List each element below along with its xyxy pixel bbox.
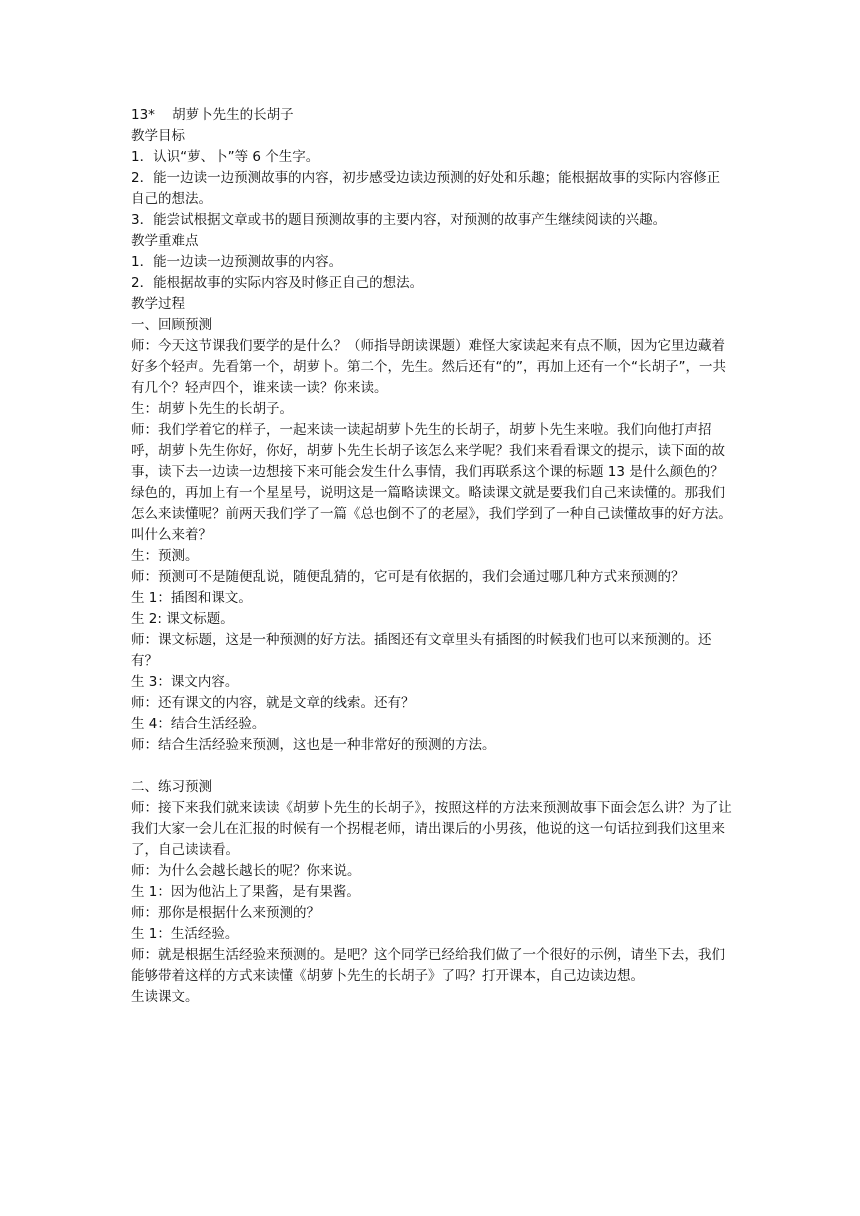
blank-line xyxy=(131,756,733,777)
goal-item-3: 3．能尝试根据文章或书的题目预测故事的主要内容，对预测的故事产生继续阅读的兴趣。 xyxy=(131,212,667,228)
section-heading-practice: 二、练习预测 xyxy=(131,779,212,795)
heading-teaching-process: 教学过程 xyxy=(131,296,185,312)
dialogue-paragraph: 生：胡萝卜先生的长胡子。 xyxy=(131,401,293,417)
dialogue-paragraph: 师：还有课文的内容，就是文章的线索。还有？ xyxy=(131,695,415,711)
section-heading-review: 一、回顾预测 xyxy=(131,317,212,333)
dialogue-paragraph: 师：接下来我们就来读读《胡萝卜先生的长胡子》，按照这样的方法来预测故事下面会怎么讲？为了让我们大家一会儿在汇报的时候有一个拐棍老师，请出课后的小男孩，他说的这一句话拉到我们这里来了，自己读读看。 xyxy=(131,800,732,858)
dialogue-paragraph: 生读课文。 xyxy=(131,989,199,1005)
heading-teaching-goals: 教学目标 xyxy=(131,128,185,144)
document-page xyxy=(131,105,733,1008)
key-point-item-2: 2．能根据故事的实际内容及时修正自己的想法。 xyxy=(131,275,424,291)
dialogue-paragraph: 生 1：生活经验。 xyxy=(131,926,239,942)
dialogue-paragraph: 生 4：结合生活经验。 xyxy=(131,716,266,732)
dialogue-paragraph: 师：课文标题，这是一种预测的好方法。插图还有文章里头有插图的时候我们也可以来预测的。还有？ xyxy=(131,632,712,669)
dialogue-paragraph: 师：为什么会越长越长的呢？你来说。 xyxy=(131,863,361,879)
dialogue-paragraph: 师：我们学着它的样子，一起来读一读起胡萝卜先生的长胡子，胡萝卜先生来啦。我们向他打声招呼，胡萝卜先生你好，你好，胡萝卜先生长胡子该怎么来学呢？我们来看看课文的提示，读下面的故事，读下去一边读一边想接下来可能会发生什么事情，我们再联系这个课的标题 13 是什么颜色的？绿色的，再加上有一个星星号，说明这是一篇略读课文。略读课文就是要我们自己来读懂的。那我们怎么来读懂呢？前两天我们学了一篇《总也倒不了的老屋》，我们学到了一种自己读懂故事的好方法。叫什么来着？ xyxy=(131,422,732,543)
dialogue-paragraph: 生 3：课文内容。 xyxy=(131,674,239,690)
dialogue-paragraph: 生 2: 课文标题。 xyxy=(131,611,234,627)
goal-item-1: 1．认识“萝、卜”等 6 个生字。 xyxy=(131,149,320,165)
goal-item-2: 2．能一边读一边预测故事的内容，初步感受边读边预测的好处和乐趣；能根据故事的实际内容修正自己的想法。 xyxy=(131,170,721,207)
dialogue-paragraph: 师：就是根据生活经验来预测的。是吧？这个同学已经给我们做了一个很好的示例，请坐下去，我们能够带着这样的方式来读懂《胡萝卜先生的长胡子》了吗？打开课本，自己边读边想。 xyxy=(131,947,725,984)
dialogue-paragraph: 师：那你是根据什么来预测的？ xyxy=(131,905,320,921)
dialogue-paragraph: 师：结合生活经验来预测，这也是一种非常好的预测的方法。 xyxy=(131,737,496,753)
key-point-item-1: 1．能一边读一边预测故事的内容。 xyxy=(131,254,343,270)
dialogue-paragraph: 生：预测。 xyxy=(131,548,199,564)
heading-key-points: 教学重难点 xyxy=(131,233,199,249)
dialogue-paragraph: 师：今天这节课我们要学的是什么？（师指导朗读课题）难怪大家读起来有点不顺，因为它里边藏着好多个轻声。先看第一个，胡萝卜。第二个，先生。然后还有“的”，再加上还有一个“长胡子”，一共有几个？轻声四个，谁来读一读？你来读。 xyxy=(131,338,726,396)
dialogue-paragraph: 生 1：因为他沾上了果酱，是有果酱。 xyxy=(131,884,360,900)
dialogue-paragraph: 师：预测可不是随便乱说，随便乱猜的，它可是有依据的，我们会通过哪几种方式来预测的？ xyxy=(131,569,685,585)
dialogue-paragraph: 生 1：插图和课文。 xyxy=(131,590,252,606)
lesson-title: 13* 胡萝卜先生的长胡子 xyxy=(131,107,294,123)
